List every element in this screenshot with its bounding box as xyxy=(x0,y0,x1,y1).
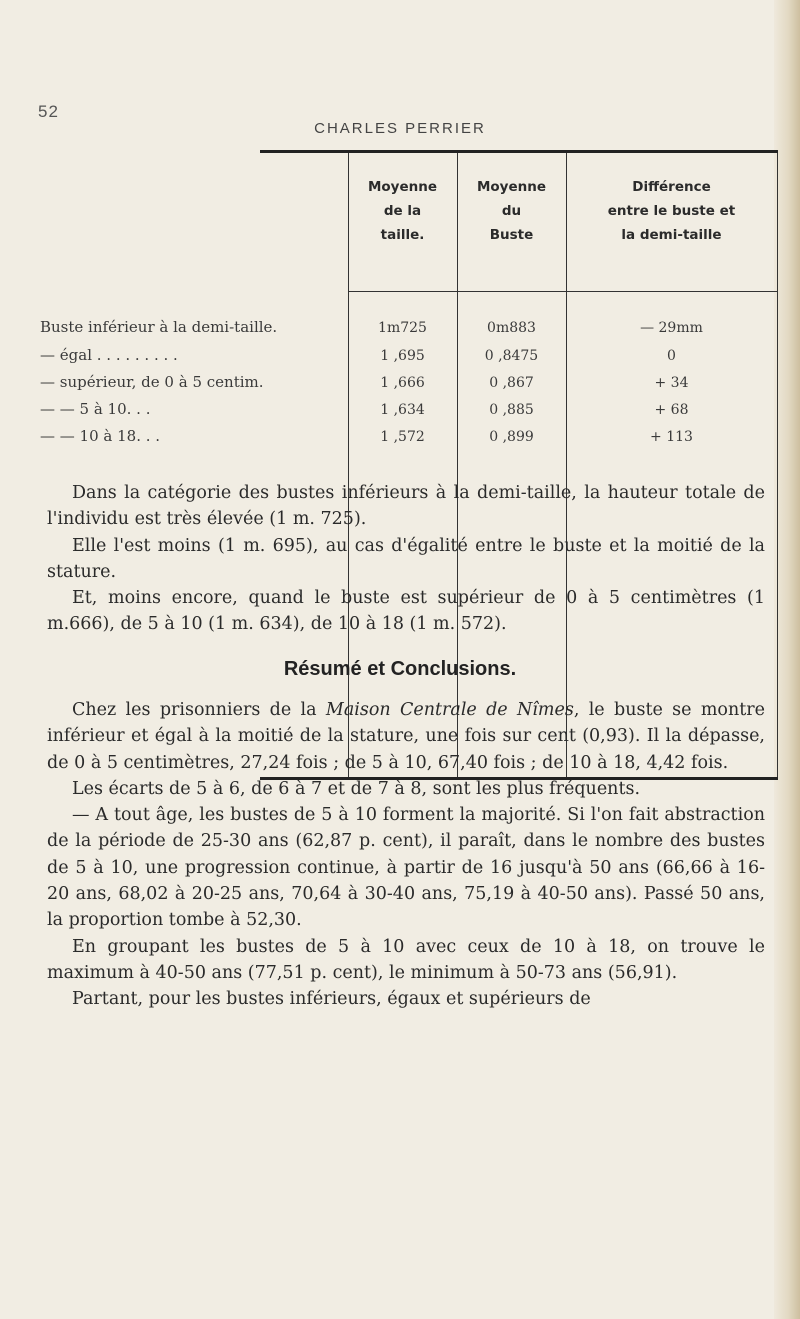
paragraph: Et, moins encore, quand le buste est supérieur de 0 à 5 centimètres (1 m.666), de 5 à 10 (1 m. 634), de 10 à 18 (1 m. 572). xyxy=(47,588,765,635)
paragraph: Dans la catégorie des bustes inférieurs à la demi-taille, la hauteur totale de l'individu est très élevée (1 m. 725). xyxy=(47,483,765,530)
cell-buste: 0 ,899 xyxy=(489,429,534,445)
cell-buste: 0 ,885 xyxy=(489,402,534,418)
cell-difference: + 68 xyxy=(654,402,689,418)
paragraph: Chez les prisonniers de la Maison Centrale de Nîmes, le buste se montre inférieur et égal à la moitié de la stature, une fois sur cent (0,93). Il la dépasse, de 0 à 5 centimètres, 27,24 fois ; de 5 à 10, 67,40 fois ; de 10 à 18, 4,42 fois. xyxy=(47,700,765,773)
cell-difference: 0 xyxy=(667,348,676,364)
row-label: — supérieur, de 0 à 5 centim. xyxy=(40,373,264,391)
col-header-buste: Moyenne du Buste xyxy=(476,179,547,243)
running-head: CHARLES PERRIER xyxy=(314,120,486,137)
row-label: — — 5 à 10. . . xyxy=(40,400,151,418)
page-number: 52 xyxy=(38,102,59,121)
cell-difference: + 113 xyxy=(650,429,693,445)
cell-taille: 1 ,666 xyxy=(380,375,425,391)
paragraph: Elle l'est moins (1 m. 695), au cas d'égalité entre le buste et la moitié de la stature. xyxy=(47,535,765,582)
conclusion-paragraphs xyxy=(47,697,765,1013)
cell-difference: — 29mm xyxy=(640,320,703,336)
paragraph: Les écarts de 5 à 6, de 6 à 7 et de 7 à 8, sont les plus fréquents. xyxy=(72,778,641,799)
cell-buste: 0m883 xyxy=(487,320,536,336)
table-header-rule xyxy=(348,291,778,292)
institution-name: Maison Centrale de Nîmes xyxy=(325,700,574,720)
row-label: Buste inférieur à la demi-taille. xyxy=(40,318,278,336)
intro-paragraphs xyxy=(47,480,765,638)
section-heading: Résumé et Conclusions. xyxy=(283,658,517,680)
paragraph: En groupant les bustes de 5 à 10 avec ceux de 10 à 18, on trouve le maximum à 40-50 ans (77,51 p. cent), le minimum à 50-73 ans (56,91). xyxy=(47,936,765,983)
cell-difference: + 34 xyxy=(654,375,689,391)
table-right-border xyxy=(777,153,778,779)
row-label: — — 10 à 18. . . xyxy=(40,427,161,445)
cell-taille: 1 ,695 xyxy=(380,348,425,364)
cell-taille: 1 ,634 xyxy=(380,402,425,418)
cell-taille: 1m725 xyxy=(378,320,427,336)
col-header-difference: Différence entre le buste et la demi-taille xyxy=(607,179,736,243)
table-top-rule xyxy=(260,150,778,153)
cell-buste: 0 ,867 xyxy=(489,375,534,391)
cell-buste: 0 ,8475 xyxy=(484,348,539,364)
row-label: — égal . . . . . . . . . xyxy=(40,346,178,364)
paragraph: — A tout âge, les bustes de 5 à 10 forment la majorité. Si l'on fait abstraction de la période de 25-30 ans (62,87 p. cent), il paraît, dans le nombre des bustes de 5 à 10, une progression continue, à partir de 16 jusqu'à 50 ans (66,66 à 16-20 ans, 68,02 à 20-25 ans, 70,64 à 30-40 ans, 75,19 à 40-50 ans). Passé 50 ans, la proportion tombe à 52,30. xyxy=(47,805,765,931)
col-header-taille: Moyenne de la taille. xyxy=(367,179,438,243)
paragraph: Partant, pour les bustes inférieurs, égaux et supérieurs de xyxy=(72,989,591,1010)
cell-taille: 1 ,572 xyxy=(380,429,425,445)
